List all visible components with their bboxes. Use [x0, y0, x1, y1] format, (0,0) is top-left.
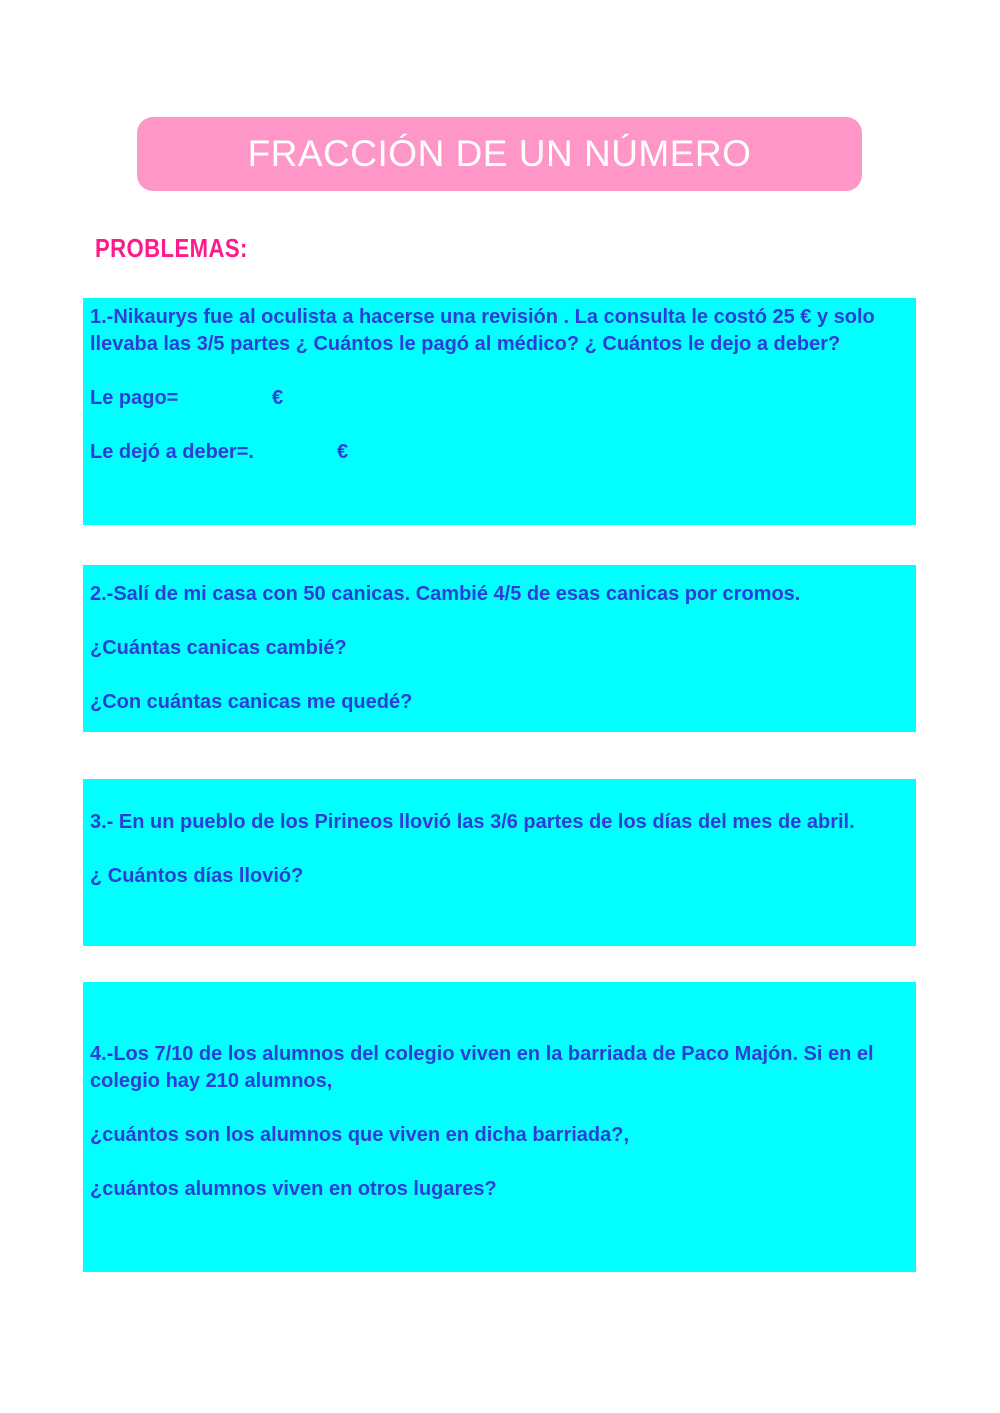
- problem-box-4: [83, 982, 916, 1272]
- euro-unit: €: [272, 387, 284, 409]
- euro-unit: €: [337, 441, 349, 463]
- problem-3-statement: 3.- En un pueblo de los Pirineos llovió las 3/6 partes de los días del mes de abril.: [90, 811, 855, 833]
- title-banner: [137, 117, 862, 191]
- problem-box-1: [83, 298, 916, 525]
- problem-3-question-1: ¿ Cuántos días llovió?: [90, 865, 304, 887]
- problem-4-question-1: ¿cuántos son los alumnos que viven en dicha barriada?,: [90, 1124, 630, 1146]
- section-heading: PROBLEMAS:: [95, 233, 248, 263]
- page-title: FRACCIÓN DE UN NÚMERO: [247, 133, 752, 174]
- problem-4-statement: 4.-Los 7/10 de los alumnos del colegio viven en la barriada de Paco Majón. Si en el colegio hay 210 alumnos,: [90, 1043, 874, 1092]
- answer-1-label: Le pago=: [90, 387, 179, 409]
- problem-2-question-2: ¿Con cuántas canicas me quedé?: [90, 691, 413, 713]
- problem-box-3: [83, 779, 916, 946]
- problem-1-answer-1: [90, 385, 894, 412]
- problem-2-question-1: ¿Cuántas canicas cambié?: [90, 637, 347, 659]
- problem-1-statement: 1.-Nikaurys fue al oculista a hacerse una revisión . La consulta le costó 25 € y solo llevaba las 3/5 partes ¿ Cuántos le pagó al médico? ¿ Cuántos le dejo a deber?: [90, 306, 875, 355]
- problem-1-answer-2: [90, 439, 894, 466]
- problem-2-statement: 2.-Salí de mi casa con 50 canicas. Cambié 4/5 de esas canicas por cromos.: [90, 583, 801, 605]
- problem-4-question-2: ¿cuántos alumnos viven en otros lugares?: [90, 1178, 497, 1200]
- problem-box-2: [83, 565, 916, 732]
- answer-2-label: Le dejó a deber=.: [90, 441, 254, 463]
